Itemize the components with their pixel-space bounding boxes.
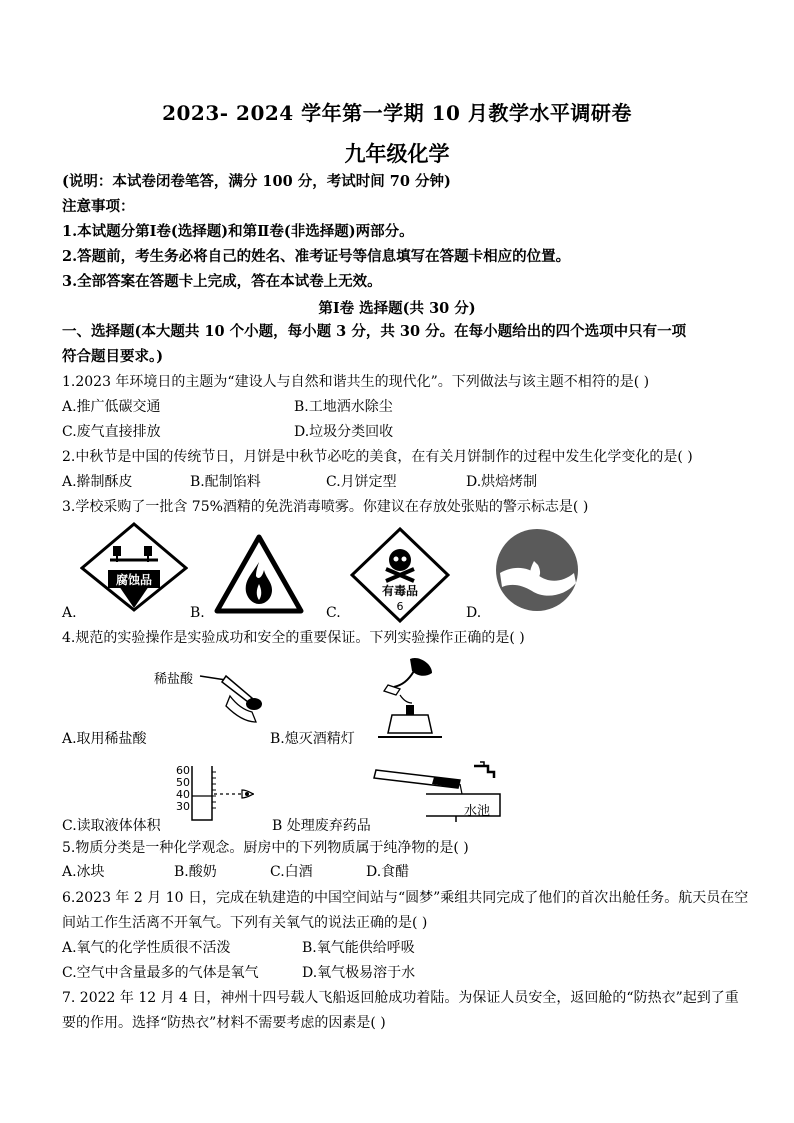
q1-option-c: C.废气直接排放 <box>62 424 161 440</box>
q1-stem: 1.2023 年环境日的主题为“建设人与自然和谐共生的现代化”。下列做法与该主题不相符的是( ) <box>62 374 650 390</box>
q2-option-d: D.烘焙烤制 <box>466 474 538 490</box>
part-heading-2: 符合题目要求。) <box>62 348 164 365</box>
q6-option-c: C.空气中含量最多的气体是氧气 <box>62 965 259 981</box>
q2-stem: 2.中秋节是中国的传统节日，月饼是中秋节必吃的美食，在有关月饼制作的过程中发生化学变化的是( ) <box>62 449 693 465</box>
alcohol-lamp-illustration <box>370 655 450 745</box>
q3-option-b: B. <box>190 605 205 621</box>
q4-option-b: B.熄灭酒精灯 <box>270 731 355 747</box>
q6-stem-2: 间站工作生活离不开氧气。下列有关氧气的说法正确的是( ) <box>62 915 428 931</box>
q7-stem-1: 7. 2022 年 12 月 4 日，神州十四号载人飞船返回舱成功着陆。为保证人员安全，返回舱的“防热衣”起到了重 <box>62 990 739 1006</box>
q6-option-a: A.氧气的化学性质很不活泼 <box>62 940 231 956</box>
scale-50: 50 <box>176 776 190 789</box>
part-heading-1: 一、选择题(本大题共 10 个小题，每小题 3 分，共 30 分。在每小题给出的四个选项中只有一项 <box>62 323 687 340</box>
notice-1: 1.本试题分第Ⅰ卷(选择题)和第Ⅱ卷(非选择题)两部分。 <box>62 223 414 240</box>
q2-option-a: A.擀制酥皮 <box>62 474 133 490</box>
graduated-cylinder-illustration <box>190 764 262 824</box>
sink-disposal-illustration <box>372 760 522 822</box>
scale-30: 30 <box>176 800 190 813</box>
q6-option-d: D.氧气极易溶于水 <box>302 965 416 981</box>
q3-option-c: C. <box>326 605 341 621</box>
cylinder-scale <box>176 765 190 813</box>
acid-label: 稀盐酸 <box>154 672 194 687</box>
notice-title: 注意事项： <box>62 198 135 215</box>
q5-option-b: B.酸奶 <box>174 864 217 880</box>
q1-option-b: B.工地洒水除尘 <box>294 399 393 415</box>
q4-option-a: A.取用稀盐酸 <box>62 731 147 747</box>
exam-title: 2023- 2024 学年第一学期 10 月教学水平调研卷 <box>162 101 632 125</box>
scale-60: 60 <box>176 764 190 777</box>
sink-label: 水池 <box>464 804 491 819</box>
q1-option-d: D.垃圾分类回收 <box>294 424 394 440</box>
q4-stem: 4.规范的实验操作是实验成功和安全的重要保证。下列实验操作正确的是( ) <box>62 630 525 646</box>
q3-stem: 3.学校采购了一批含 75%酒精的免洗消毒喷雾。你建议在存放处张贴的警示标志是( ) <box>62 499 589 515</box>
toxic-sign-icon <box>350 527 450 623</box>
scale-40: 40 <box>176 788 190 801</box>
section-heading: 第Ⅰ卷 选择题(共 30 分) <box>318 300 476 317</box>
q1-option-a: A.推广低碳交通 <box>62 399 161 415</box>
q5-option-d: D.食醋 <box>366 864 410 880</box>
q7-stem-2: 要的作用。选择“防热衣”材料不需要考虑的因素是( ) <box>62 1015 386 1031</box>
q4-option-d: B 处理废弃药品 <box>272 818 371 834</box>
q5-stem: 5.物质分类是一种化学观念。厨房中的下列物质属于纯净物的是( ) <box>62 840 469 856</box>
q3-option-a: A. <box>62 605 77 621</box>
q3-option-d: D. <box>466 605 482 621</box>
q5-option-c: C.白酒 <box>270 864 313 880</box>
toxic-sign-label: 有毒品 <box>381 584 419 598</box>
water-reactive-sign-icon <box>494 527 580 613</box>
corrosive-sign-label: 腐蚀品 <box>115 573 153 587</box>
q6-stem-1: 6.2023 年 2 月 10 日，完成在轨建造的中国空间站与“圆梦”乘组共同完成了他们的首次出舱任务。航天员在空 <box>62 890 749 906</box>
notice-2: 2.答题前，考生务必将自己的姓名、准考证号等信息填写在答题卡相应的位置。 <box>62 248 571 265</box>
notice-3: 3.全部答案在答题卡上完成，答在本试卷上无效。 <box>62 273 382 290</box>
q4-option-c: C.读取液体体积 <box>62 818 161 834</box>
q6-option-b: B.氧气能供给呼吸 <box>302 940 415 956</box>
q5-option-a: A.冰块 <box>62 864 105 880</box>
exam-note: (说明：本试卷闭卷笔答，满分 100 分，考试时间 70 分钟) <box>62 173 451 190</box>
q2-option-b: B.配制馅料 <box>190 474 261 490</box>
toxic-sign-class: 6 <box>396 600 404 613</box>
dropper-hand-illustration <box>196 666 268 728</box>
corrosive-sign-icon <box>80 522 188 612</box>
q2-option-c: C.月饼定型 <box>326 474 397 490</box>
exam-subtitle: 九年级化学 <box>344 141 450 166</box>
flammable-sign-icon <box>214 534 304 614</box>
